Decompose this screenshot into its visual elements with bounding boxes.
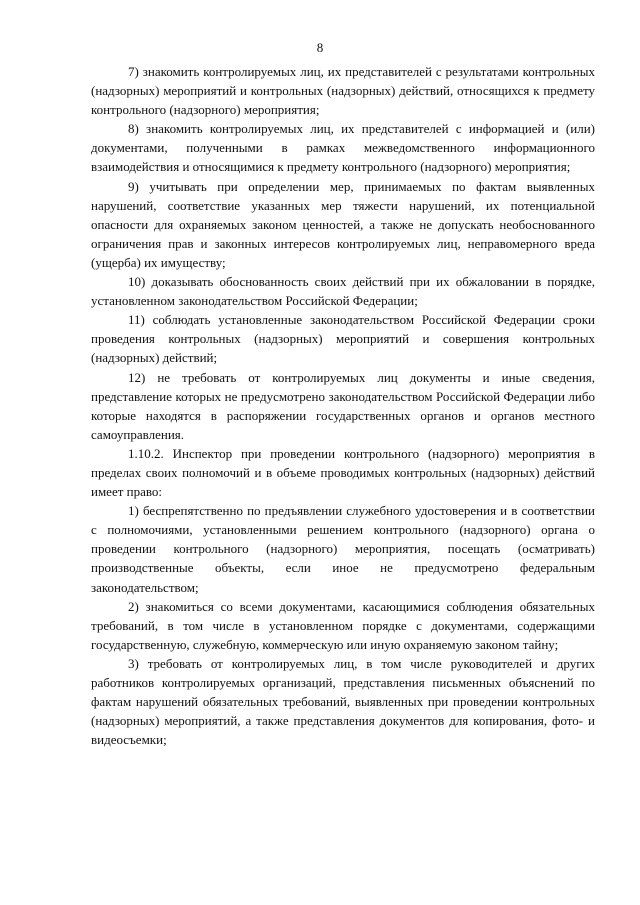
section-1-10-2-intro: 1.10.2. Инспектор при проведении контрольного (надзорного) мероприятия в пределах своих полномочий и в объеме проводимых контрольных (надзорных) действий имеет право:	[91, 445, 595, 500]
paragraph-item-7: 7) знакомить контролируемых лиц, их представителей с результатами контрольных (надзорных) мероприятий и контрольных (надзорных) действий, относящихся к предмету контрольного (надзорного) мероприятия;	[91, 64, 595, 118]
paragraph-item-8: 8) знакомить контролируемых лиц, их представителей с информацией и (или) документами, полученными в рамках межведомственного информационного взаимодействия и относящимися к предмету контрольного (надзорного) мероприятия;	[91, 121, 595, 175]
paragraph-item-11: 11) соблюдать установленные законодательством Российской Федерации сроки проведения контрольных (надзорных) мероприятий и совершения контрольных (надзорных) действий;	[91, 312, 595, 366]
right-item-3: 3) требовать от контролируемых лиц, в том числе руководителей и других работников контролируемых организаций, представления письменных объяснений по фактам нарушений обязательных требований, выявленных при проведении контрольных (надзорных) мероприятий, а также представления документов для копирования, фото- и видеосъемки;	[91, 655, 595, 748]
paragraph-item-12: 12) не требовать от контролируемых лиц документы и иные сведения, представление которых не предусмотрено законодательством Российской Федерации либо которые находятся в распоряжении государственных органов и органов местного самоуправления.	[91, 369, 595, 442]
page-number: 8	[316, 40, 324, 55]
document-body	[91, 62, 595, 749]
paragraph-item-9: 9) учитывать при определении мер, принимаемых по фактам выявленных нарушений, соответствие указанных мер тяжести нарушений, их потенциальной опасности для охраняемых законом ценностей, а также не допускать необоснованного ограничения прав и законных интересов контролируемых лиц, неправомерного вреда (ущерба) их имуществу;	[91, 178, 595, 270]
right-item-1: 1) беспрепятственно по предъявлении служебного удостоверения и в соответствии с полномочиями, установленными решением контрольного (надзорного) органа о проведении контрольного (надзорного) мероприятия, посещать (осматривать) производственные объекты, если иное не предусмотрено федеральным законодательством;	[91, 503, 595, 595]
right-item-2: 2) знакомиться со всеми документами, касающимися соблюдения обязательных требований, в том числе в установленном порядке с документами, содержащими государственную, служебную, коммерческую или иную охраняемую законом тайну;	[91, 598, 595, 652]
paragraph-item-10: 10) доказывать обоснованность своих действий при их обжаловании в порядке, установленном законодательством Российской Федерации;	[91, 274, 595, 309]
